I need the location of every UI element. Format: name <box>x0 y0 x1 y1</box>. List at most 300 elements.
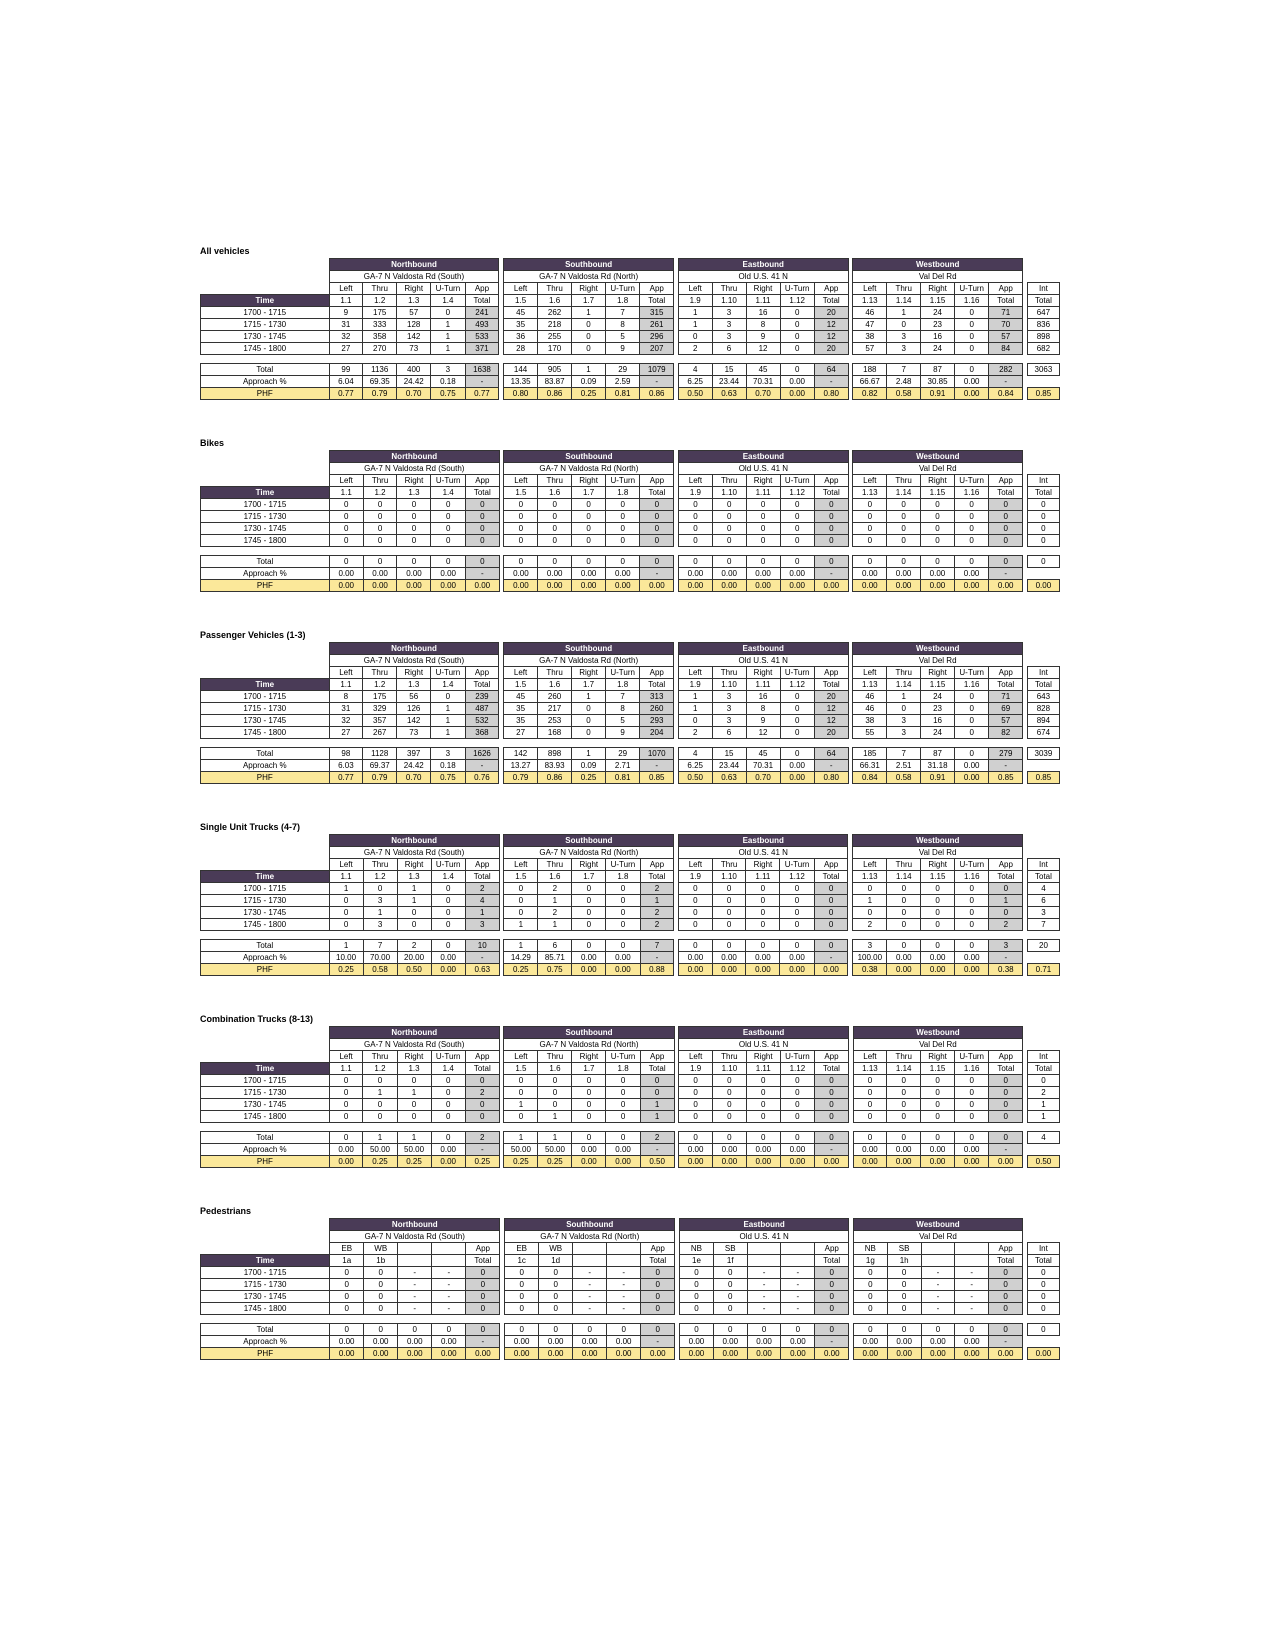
approach-road-name: Old U.S. 41 N <box>679 463 849 475</box>
count-cell: 260 <box>538 691 572 703</box>
total-cell: 0 <box>853 1324 887 1336</box>
count-cell: 0 <box>572 1111 606 1123</box>
count-cell: - <box>747 1267 781 1279</box>
phf-cell: 0.58 <box>887 772 921 784</box>
corner-cell <box>201 475 330 487</box>
approach-road-name: Val Del Rd <box>853 463 1023 475</box>
total-cell: 6 <box>538 940 572 952</box>
approach-pct-cell: - <box>465 1144 499 1156</box>
count-cell: 0 <box>713 1075 747 1087</box>
approach-road-name: Old U.S. 41 N <box>679 847 848 859</box>
count-cell: 0 <box>572 523 606 535</box>
count-cell: 267 <box>363 727 397 739</box>
movement-header: Thru <box>713 1051 747 1063</box>
phf-cell: 0.91 <box>921 388 955 400</box>
count-cell: 5 <box>605 715 639 727</box>
approach-pct-cell: 0.00 <box>363 568 397 580</box>
approach-road-name: Old U.S. 41 N <box>678 655 848 667</box>
phf-cell: 0.00 <box>679 580 713 592</box>
approach-pct-cell: 70.31 <box>746 376 780 388</box>
total-cell: 282 <box>989 364 1023 376</box>
approach-pct-cell: - <box>465 376 499 388</box>
time-header: Time <box>201 871 330 883</box>
movement-header: Right <box>746 283 780 295</box>
count-cell: 3 <box>887 727 921 739</box>
int-total-cell: 0 <box>1027 499 1059 511</box>
movement-header: U-Turn <box>780 859 814 871</box>
movement-header: U-Turn <box>955 283 989 295</box>
count-cell: 0 <box>814 883 848 895</box>
total-label: Total <box>201 556 330 568</box>
section-title: Combination Trucks (8-13) <box>200 1014 314 1024</box>
movement-id: 1.13 <box>853 679 887 691</box>
approach-pct-cell: 0.00 <box>679 568 713 580</box>
time-interval: 1700 - 1715 <box>201 883 330 895</box>
approach-pct-cell: 0.00 <box>955 376 989 388</box>
count-cell: 1 <box>640 895 674 907</box>
approach-pct-cell: 0.00 <box>329 1144 363 1156</box>
approach-pct-cell: 0.00 <box>920 568 954 580</box>
count-cell: 12 <box>746 343 780 355</box>
interval-row <box>201 895 1060 907</box>
count-cell: 2 <box>640 883 674 895</box>
total-cell: 0 <box>640 556 674 568</box>
total-row <box>201 556 1060 568</box>
movement-id: 1.3 <box>397 295 431 307</box>
movement-header: App <box>465 1051 499 1063</box>
movement-header: Right <box>746 667 780 679</box>
count-cell: 0 <box>887 1279 921 1291</box>
count-cell: 0 <box>431 919 465 931</box>
count-cell: 1 <box>431 331 465 343</box>
phf-cell: 0.00 <box>573 1348 607 1360</box>
count-cell: 0 <box>466 1291 500 1303</box>
phf-cell: 0.00 <box>853 1156 887 1168</box>
count-cell: - <box>398 1303 432 1315</box>
count-cell: 0 <box>746 907 780 919</box>
movement-id: 1.7 <box>572 871 606 883</box>
approach-direction: Southbound <box>504 643 674 655</box>
count-cell: 296 <box>640 331 674 343</box>
count-cell: 358 <box>363 331 397 343</box>
movement-header-row <box>201 283 1060 295</box>
movement-header: Right <box>397 283 431 295</box>
phf-cell: 0.81 <box>605 388 639 400</box>
movement-id: 1.15 <box>921 871 955 883</box>
approach-road-name: GA-7 N Valdosta Rd (South) <box>329 463 499 475</box>
approach-road-name: Old U.S. 41 N <box>679 1039 849 1051</box>
movement-id: Total <box>989 1063 1023 1075</box>
count-cell: - <box>955 1291 989 1303</box>
movement-header: Right <box>572 475 606 487</box>
movement-header: Right <box>572 859 606 871</box>
movement-id: 1.9 <box>678 679 712 691</box>
total-cell: 0 <box>989 556 1023 568</box>
phf-row <box>201 1348 1060 1360</box>
approach-road-name: GA-7 N Valdosta Rd (North) <box>504 847 674 859</box>
count-cell: 0 <box>955 307 989 319</box>
movement-id: Total <box>814 679 848 691</box>
approach-pct-cell: 0.00 <box>607 1336 641 1348</box>
count-cell: 31 <box>329 703 363 715</box>
movement-header: Thru <box>363 1051 397 1063</box>
phf-cell: 0.00 <box>606 964 640 976</box>
empty-cell <box>1027 1144 1059 1156</box>
approach-direction: Eastbound <box>680 1219 849 1231</box>
count-cell: 12 <box>814 319 848 331</box>
phf-cell: 0.00 <box>780 580 814 592</box>
approach-pct-label: Approach % <box>201 952 330 964</box>
movement-header: Left <box>679 1051 713 1063</box>
count-table-wrapper <box>200 1218 1060 1360</box>
phf-row <box>201 580 1060 592</box>
movement-id <box>607 1255 641 1267</box>
movement-header: Thru <box>363 667 397 679</box>
count-cell: 45 <box>504 691 538 703</box>
count-cell: 0 <box>713 1087 747 1099</box>
count-cell: 0 <box>606 535 640 547</box>
total-cell: 7 <box>640 940 674 952</box>
count-cell: 4 <box>465 895 499 907</box>
time-interval: 1745 - 1800 <box>201 343 330 355</box>
count-cell: 0 <box>330 1267 364 1279</box>
movement-id: Total <box>465 1063 499 1075</box>
count-cell: 84 <box>989 343 1023 355</box>
count-cell: 0 <box>989 511 1023 523</box>
approach-direction: Southbound <box>504 259 674 271</box>
count-cell: 0 <box>746 1111 780 1123</box>
count-cell: 0 <box>678 715 712 727</box>
count-cell: 0 <box>640 523 674 535</box>
time-interval: 1745 - 1800 <box>201 1303 330 1315</box>
count-cell: 0 <box>431 1087 465 1099</box>
movement-id: 1.6 <box>538 1063 572 1075</box>
phf-cell: 0.84 <box>989 388 1023 400</box>
count-table <box>200 450 1060 592</box>
count-cell: 0 <box>397 1075 431 1087</box>
count-cell: 0 <box>572 1099 606 1111</box>
movement-id: Total <box>989 679 1023 691</box>
corner-cell <box>201 655 330 667</box>
count-cell: 73 <box>397 727 431 739</box>
total-cell: 29 <box>605 748 639 760</box>
total-cell: 0 <box>814 940 848 952</box>
movement-id: 1.7 <box>572 1063 606 1075</box>
interval-row <box>201 919 1060 931</box>
count-cell: 487 <box>465 703 499 715</box>
count-cell: 0 <box>539 1291 573 1303</box>
approach-direction: Westbound <box>853 835 1023 847</box>
approach-pct-cell: - <box>640 952 674 964</box>
count-cell: 3 <box>887 715 921 727</box>
count-cell: 0 <box>780 1075 814 1087</box>
total-cell: 0 <box>853 1132 887 1144</box>
approach-pct-cell: 6.04 <box>329 376 363 388</box>
count-cell: 0 <box>431 907 465 919</box>
interval-row <box>201 727 1060 739</box>
phf-cell: 0.00 <box>640 580 674 592</box>
count-cell: 0 <box>780 331 814 343</box>
movement-id: 1.16 <box>955 295 989 307</box>
count-cell: 0 <box>920 523 954 535</box>
count-cell: 0 <box>955 715 989 727</box>
phf-cell: 0.00 <box>921 1348 955 1360</box>
movement-id: 1h <box>887 1255 921 1267</box>
count-cell: 175 <box>363 691 397 703</box>
count-cell: 1 <box>363 1087 397 1099</box>
count-cell: 0 <box>606 1099 640 1111</box>
count-cell: 0 <box>572 1087 606 1099</box>
corner-cell <box>201 835 330 847</box>
count-cell: 70 <box>989 319 1023 331</box>
count-cell: 0 <box>572 883 606 895</box>
count-cell: 0 <box>746 523 780 535</box>
count-cell: 0 <box>955 895 989 907</box>
count-cell: 0 <box>641 1267 675 1279</box>
phf-cell: 0.00 <box>780 1156 814 1168</box>
count-cell: 0 <box>505 1303 539 1315</box>
phf-label: PHF <box>201 964 330 976</box>
approach-pct-cell: - <box>640 568 674 580</box>
int-total-cell: 0.85 <box>1027 388 1059 400</box>
time-interval: 1700 - 1715 <box>201 1075 330 1087</box>
total-cell: 45 <box>746 364 780 376</box>
movement-header-row <box>201 1051 1060 1063</box>
int-total-cell: 0.71 <box>1027 964 1059 976</box>
movement-id: 1.10 <box>712 295 746 307</box>
approach-pct-cell: - <box>640 1144 674 1156</box>
movement-id: 1.2 <box>363 679 397 691</box>
phf-cell: 0.80 <box>814 772 848 784</box>
movement-header: NB <box>853 1243 887 1255</box>
phf-cell: 0.70 <box>397 772 431 784</box>
count-cell: 0 <box>887 703 921 715</box>
count-cell: 0 <box>780 307 814 319</box>
movement-header: U-Turn <box>780 475 814 487</box>
interval-row <box>201 499 1060 511</box>
approach-pct-cell: 66.31 <box>853 760 887 772</box>
count-cell: 1 <box>363 907 397 919</box>
count-cell: 0 <box>606 907 640 919</box>
count-cell: 0 <box>431 883 465 895</box>
count-cell: 0 <box>746 499 780 511</box>
total-cell: 1 <box>572 748 606 760</box>
phf-cell: 0.00 <box>955 1348 989 1360</box>
approach-pct-cell: 0.00 <box>398 1336 432 1348</box>
approach-pct-cell: 0.09 <box>572 376 606 388</box>
count-cell: 3 <box>712 691 746 703</box>
approach-direction: Eastbound <box>678 643 848 655</box>
count-cell: 0 <box>680 1303 714 1315</box>
int-total-cell: 0 <box>1027 1279 1059 1291</box>
count-cell: 0 <box>780 1099 814 1111</box>
movement-id <box>747 1255 781 1267</box>
movement-header: Thru <box>712 475 746 487</box>
count-cell: 0 <box>397 1111 431 1123</box>
approach-pct-cell: 50.00 <box>397 1144 431 1156</box>
movement-header: Right <box>746 475 780 487</box>
count-cell: 0 <box>397 535 431 547</box>
count-cell: 0 <box>363 499 397 511</box>
interval-row <box>201 1087 1060 1099</box>
count-cell: 0 <box>329 1075 363 1087</box>
count-cell: 0 <box>780 499 814 511</box>
count-cell: 0 <box>679 895 713 907</box>
count-cell: 0 <box>329 1099 363 1111</box>
count-cell: - <box>573 1267 607 1279</box>
phf-cell: 0.00 <box>466 1348 500 1360</box>
movement-header: Thru <box>712 859 746 871</box>
phf-cell: 0.50 <box>397 964 431 976</box>
movement-header: Thru <box>538 859 572 871</box>
movement-id: 1.2 <box>363 295 397 307</box>
phf-row <box>201 964 1060 976</box>
total-cell: 0 <box>641 1324 675 1336</box>
phf-cell: 0.00 <box>815 1156 849 1168</box>
movement-header: App <box>640 859 674 871</box>
approach-road-name: GA-7 N Valdosta Rd (North) <box>504 271 674 283</box>
phf-cell: 0.00 <box>329 1156 363 1168</box>
movement-id: 1.9 <box>679 1063 713 1075</box>
empty-cell <box>1027 847 1059 859</box>
phf-cell: 0.25 <box>504 1156 538 1168</box>
count-cell: 3 <box>887 331 921 343</box>
movement-id: Total <box>989 871 1023 883</box>
count-cell: 0 <box>814 919 848 931</box>
count-cell: 2 <box>538 883 572 895</box>
count-cell: 0 <box>606 1111 640 1123</box>
count-cell: 57 <box>989 331 1023 343</box>
int-total-header: Total <box>1027 679 1059 691</box>
direction-header-row <box>201 1027 1060 1039</box>
phf-cell: 0.00 <box>329 580 363 592</box>
movement-header: Right <box>572 1051 606 1063</box>
approach-direction: Northbound <box>329 1027 499 1039</box>
phf-cell: 0.63 <box>465 964 499 976</box>
count-cell: 142 <box>397 331 431 343</box>
approach-road-name: GA-7 N Valdosta Rd (North) <box>504 1039 674 1051</box>
phf-cell: 0.00 <box>780 388 814 400</box>
empty-cell <box>1027 1219 1059 1231</box>
corner-cell <box>201 259 330 271</box>
movement-header: Thru <box>538 475 572 487</box>
movement-header <box>607 1243 641 1255</box>
interval-row <box>201 691 1060 703</box>
phf-cell: 0.70 <box>746 388 780 400</box>
int-total-cell: 898 <box>1027 331 1059 343</box>
total-cell: 3 <box>431 748 465 760</box>
total-cell: 0 <box>606 940 640 952</box>
phf-cell: 0.00 <box>713 1156 747 1168</box>
count-table-wrapper <box>200 834 1060 976</box>
spacer-row <box>201 1315 1060 1324</box>
count-cell: 0 <box>465 523 499 535</box>
phf-cell: 0.00 <box>572 964 606 976</box>
count-cell: 0 <box>679 523 713 535</box>
total-label: Total <box>201 940 330 952</box>
total-cell: 0 <box>397 556 431 568</box>
count-cell: 533 <box>465 331 499 343</box>
movement-id: 1.6 <box>538 679 572 691</box>
phf-cell: 0.25 <box>329 964 363 976</box>
approach-pct-cell: 23.44 <box>712 760 746 772</box>
count-cell: 0 <box>920 511 954 523</box>
total-cell: 0 <box>887 940 921 952</box>
total-cell: 0 <box>680 1324 714 1336</box>
time-interval: 1715 - 1730 <box>201 511 330 523</box>
count-cell: 1 <box>397 895 431 907</box>
total-cell: 1 <box>538 1132 572 1144</box>
count-cell: 35 <box>504 319 538 331</box>
count-cell: 1 <box>887 691 921 703</box>
direction-header-row <box>201 451 1060 463</box>
approach-pct-cell: - <box>989 952 1023 964</box>
movement-id: 1.9 <box>679 871 713 883</box>
movement-header: App <box>989 283 1023 295</box>
count-cell: 218 <box>538 319 572 331</box>
count-cell: 7 <box>605 307 639 319</box>
total-cell: 397 <box>397 748 431 760</box>
direction-header-row <box>201 835 1060 847</box>
total-cell: 0 <box>955 1324 989 1336</box>
count-cell: - <box>955 1303 989 1315</box>
movement-id: 1.1 <box>329 1063 363 1075</box>
count-cell: 8 <box>605 703 639 715</box>
approach-pct-cell: 0.00 <box>955 952 989 964</box>
approach-road-name: Val Del Rd <box>853 1039 1023 1051</box>
count-cell: 0 <box>431 307 465 319</box>
total-cell: 0 <box>921 1132 955 1144</box>
approach-pct-cell: - <box>989 376 1023 388</box>
movement-header: Left <box>853 859 887 871</box>
count-cell: 0 <box>920 535 954 547</box>
total-cell: 0 <box>712 940 746 952</box>
count-cell: 0 <box>853 1303 887 1315</box>
approach-pct-cell: 2.51 <box>887 760 921 772</box>
count-cell: 0 <box>606 511 640 523</box>
count-cell: 315 <box>640 307 674 319</box>
count-cell: 0 <box>465 1075 499 1087</box>
count-cell: 217 <box>538 703 572 715</box>
movement-id: 1.13 <box>853 295 887 307</box>
count-cell: 0 <box>364 1267 398 1279</box>
count-cell: 1 <box>397 1087 431 1099</box>
count-cell: 241 <box>465 307 499 319</box>
movement-id: Total <box>814 487 848 499</box>
movement-header: Right <box>397 475 431 487</box>
total-cell: 7 <box>887 748 921 760</box>
approach-pct-cell: 83.93 <box>538 760 572 772</box>
corner-cell <box>201 847 330 859</box>
total-cell: 0 <box>887 556 921 568</box>
count-cell: 0 <box>954 535 988 547</box>
total-label: Total <box>201 1324 330 1336</box>
movement-id: 1.11 <box>746 871 780 883</box>
total-cell: 0 <box>780 556 814 568</box>
count-cell: 24 <box>921 691 955 703</box>
data-section <box>200 438 1060 630</box>
phf-cell: 0.00 <box>954 580 988 592</box>
total-cell: 1079 <box>640 364 674 376</box>
count-cell: 0 <box>504 1075 538 1087</box>
total-cell: 0 <box>712 556 746 568</box>
total-cell: 0 <box>364 1324 398 1336</box>
total-cell: 87 <box>921 748 955 760</box>
approach-pct-cell: - <box>989 1336 1023 1348</box>
count-cell: 7 <box>605 691 639 703</box>
movement-id: 1.3 <box>397 487 431 499</box>
movement-id: 1.11 <box>746 487 780 499</box>
